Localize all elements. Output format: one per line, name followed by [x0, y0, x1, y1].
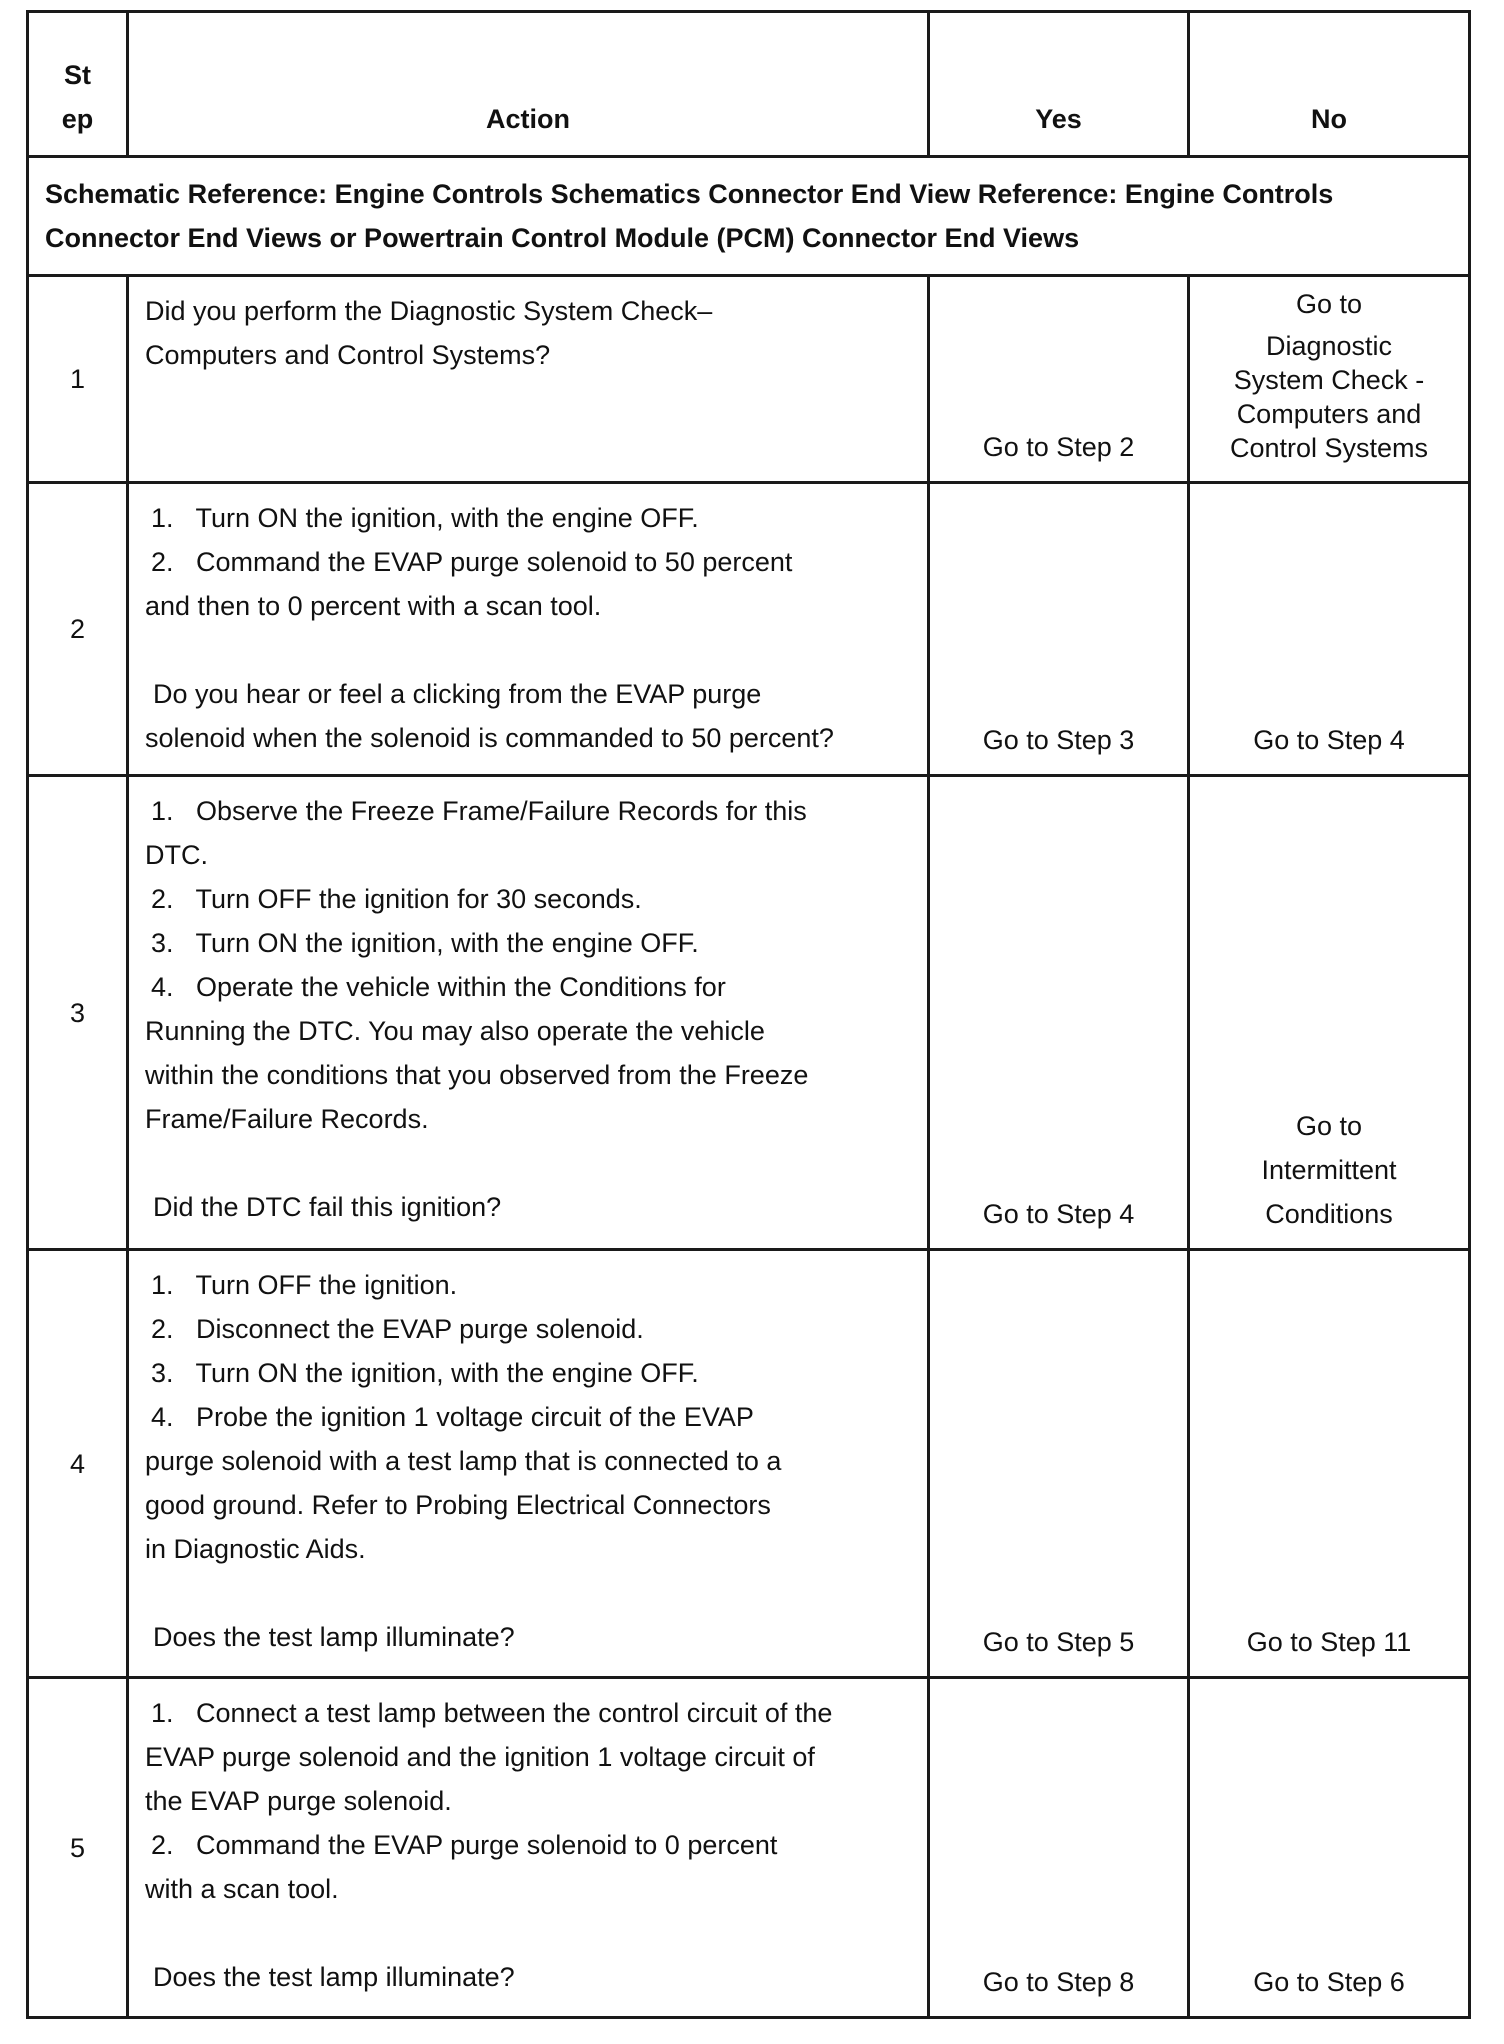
column-header-no: No	[1189, 12, 1470, 157]
yes-result: Go to Step 8	[929, 1678, 1189, 2018]
action-line: DTC.	[145, 840, 208, 870]
action-question: Did the DTC fail this ignition?	[153, 1192, 502, 1222]
action-line: 1. Turn ON the ignition, with the engine OFF.	[151, 503, 699, 533]
action-question: solenoid when the solenoid is commanded to 50 percent?	[145, 723, 834, 753]
column-header-yes: Yes	[929, 12, 1189, 157]
table-row	[28, 1678, 1470, 2018]
no-result: Go to Step 11	[1189, 1250, 1470, 1678]
action-line: 4. Probe the ignition 1 voltage circuit of the EVAP	[151, 1402, 754, 1432]
action-line: 4. Operate the vehicle within the Conditions for	[151, 972, 726, 1002]
yes-result: Go to Step 5	[929, 1250, 1189, 1678]
step-header-line-1: St	[64, 60, 91, 90]
action-line: with a scan tool.	[145, 1874, 339, 1904]
no-result: Go to Step 4	[1189, 483, 1470, 776]
action-cell	[128, 276, 929, 483]
table-row	[28, 483, 1470, 776]
header-row	[28, 12, 1470, 157]
schematic-reference	[28, 157, 1470, 276]
action-line: Frame/Failure Records.	[145, 1104, 429, 1134]
action-question: Does the test lamp illuminate?	[153, 1962, 515, 1992]
no-result	[1189, 776, 1470, 1250]
yes-result: Go to Step 3	[929, 483, 1189, 776]
action-line: EVAP purge solenoid and the ignition 1 voltage circuit of	[145, 1742, 815, 1772]
action-cell	[128, 776, 929, 1250]
table-row	[28, 276, 1470, 483]
column-header-step	[28, 12, 128, 157]
no-result-line: Control Systems	[1229, 433, 1429, 463]
action-cell	[128, 1250, 929, 1678]
step-number: 4	[28, 1250, 128, 1678]
step-header-line-2: ep	[61, 104, 94, 134]
action-line: Did you perform the Diagnostic System Check–	[145, 296, 713, 326]
table-row	[28, 776, 1470, 1250]
column-header-action: Action	[128, 12, 929, 157]
action-line: 3. Turn ON the ignition, with the engine OFF.	[151, 1358, 699, 1388]
yes-result: Go to Step 4	[929, 776, 1189, 1250]
action-cell	[128, 483, 929, 776]
step-number: 3	[28, 776, 128, 1250]
reference-line-1: Schematic Reference: Engine Controls Schematics Connector End View Reference: Engine Controls	[45, 179, 1334, 209]
action-line: 1. Connect a test lamp between the control circuit of the	[151, 1698, 833, 1728]
no-result-line: Computers and	[1236, 399, 1422, 429]
yes-result: Go to Step 2	[929, 276, 1189, 483]
action-line: 2. Turn OFF the ignition for 30 seconds.	[151, 884, 642, 914]
no-result-line: Intermittent	[1261, 1155, 1397, 1185]
action-line: 2. Disconnect the EVAP purge solenoid.	[151, 1314, 644, 1344]
action-line: purge solenoid with a test lamp that is connected to a	[145, 1446, 782, 1476]
no-result-line: Go to	[1295, 1111, 1363, 1141]
action-question: Do you hear or feel a clicking from the EVAP purge	[153, 679, 762, 709]
action-line: 3. Turn ON the ignition, with the engine OFF.	[151, 928, 699, 958]
reference-line-2: Connector End Views or Powertrain Control Module (PCM) Connector End Views	[45, 223, 1080, 253]
action-line: Computers and Control Systems?	[145, 340, 551, 370]
table-row	[28, 1250, 1470, 1678]
reference-row	[28, 157, 1470, 276]
action-cell	[128, 1678, 929, 2018]
action-line: Running the DTC. You may also operate the vehicle	[145, 1016, 765, 1046]
step-number: 5	[28, 1678, 128, 2018]
action-line: within the conditions that you observed from the Freeze	[145, 1060, 809, 1090]
action-question: Does the test lamp illuminate?	[153, 1622, 515, 1652]
action-line: and then to 0 percent with a scan tool.	[145, 591, 602, 621]
action-line: good ground. Refer to Probing Electrical Connectors	[145, 1490, 771, 1520]
no-result-line: Diagnostic	[1265, 331, 1393, 361]
no-result	[1189, 276, 1470, 483]
diagnostic-table	[26, 10, 1471, 2019]
action-line: in Diagnostic Aids.	[145, 1534, 366, 1564]
no-result-line: System Check -	[1233, 365, 1425, 395]
action-line: the EVAP purge solenoid.	[145, 1786, 452, 1816]
step-number: 1	[28, 276, 128, 483]
action-line: 2. Command the EVAP purge solenoid to 50 percent	[151, 547, 793, 577]
no-result-line: Go to	[1295, 289, 1363, 319]
no-result-line: Conditions	[1265, 1199, 1393, 1229]
no-result: Go to Step 6	[1189, 1678, 1470, 2018]
step-number: 2	[28, 483, 128, 776]
action-line: 1. Observe the Freeze Frame/Failure Records for this	[151, 796, 807, 826]
action-line: 1. Turn OFF the ignition.	[151, 1270, 458, 1300]
action-line: 2. Command the EVAP purge solenoid to 0 percent	[151, 1830, 778, 1860]
